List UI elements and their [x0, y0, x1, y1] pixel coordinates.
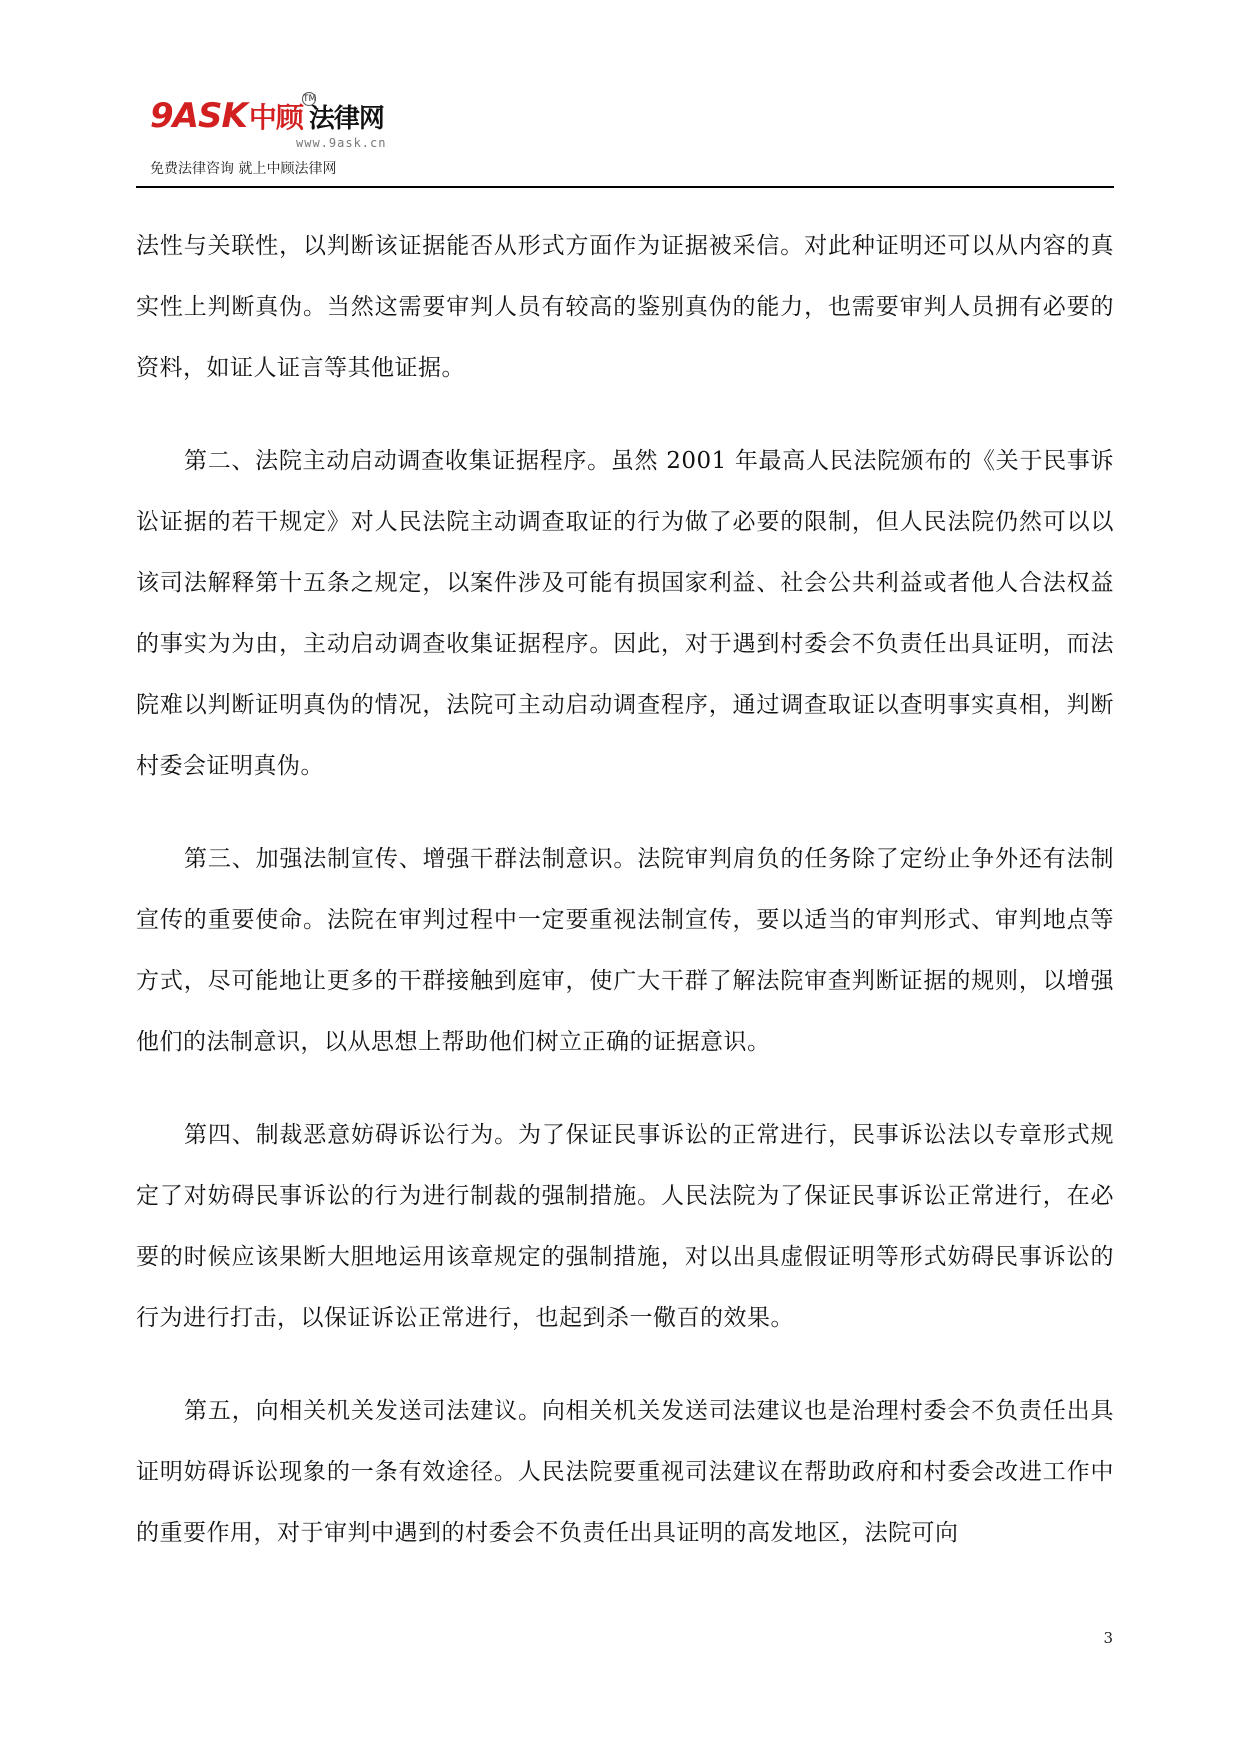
logo-wordmark: [150, 96, 384, 139]
site-logo: [150, 92, 470, 182]
paragraph: 第四、制裁恶意妨碍诉讼行为。为了保证民事诉讼的正常进行，民事诉讼法以专章形式规定了对妨碍民事诉讼的行为进行制裁的强制措施。人民法院为了保证民事诉讼正常进行，在必要的时候应该果断大胆地运用该章规定的强制措施，对以出具虚假证明等形式妨碍民事诉讼的行为进行打击，以保证诉讼正常进行，也起到杀一儆百的效果。: [136, 1122, 1114, 1331]
paragraph: 第二、法院主动启动调查收集证据程序。虽然 2001 年最高人民法院颁布的《关于民事诉讼证据的若干规定》对人民法院主动调查取证的行为做了必要的限制，但人民法院仍然可以以该司法解释第十五条之规定，以案件涉及可能有损国家利益、社会公共利益或者他人合法权益的事实为为由，主动启动调查收集证据程序。因此，对于遇到村委会不负责任出具证明，而法院难以判断证明真伪的情况，法院可主动启动调查程序，通过调查取证以查明事实真相，判断村委会证明真伪。: [136, 448, 1114, 779]
document-body: [136, 216, 1114, 1596]
trademark-icon: TM: [303, 94, 317, 104]
page-number: 3: [1103, 1629, 1113, 1647]
logo-cn: 中顾: [248, 101, 303, 134]
paragraph: 第三、加强法制宣传、增强干群法制意识。法院审判肩负的任务除了定纷止争外还有法制宣传的重要使命。法院在审判过程中一定要重视法制宣传，要以适当的审判形式、审判地点等方式，尽可能地让更多的干群接触到庭审，使广大干群了解法院审查判断证据的规则，以增强他们的法制意识，以从思想上帮助他们树立正确的证据意识。: [136, 846, 1114, 1055]
logo-url: www.9ask.cn: [296, 136, 387, 150]
paragraph: 法性与关联性，以判断该证据能否从形式方面作为证据被采信。对此种证明还可以从内容的真实性上判断真伪。当然这需要审判人员有较高的鉴别真伪的能力，也需要审判人员拥有必要的资料，如证人证言等其他证据。: [136, 233, 1114, 381]
logo-law: 法律网: [308, 104, 384, 134]
page-header: [136, 92, 1114, 188]
paragraph: 第五，向相关机关发送司法建议。向相关机关发送司法建议也是治理村委会不负责任出具证明妨碍诉讼现象的一条有效途径。人民法院要重视司法建议在帮助政府和村委会改进工作中的重要作用，对于审判中遇到的村委会不负责任出具证明的高发地区，法院可向: [136, 1398, 1114, 1546]
logo-brand: 9ASK: [150, 96, 247, 136]
header-divider: [136, 186, 1114, 188]
logo-slogan: 免费法律咨询 就上中顾法律网: [150, 161, 337, 177]
